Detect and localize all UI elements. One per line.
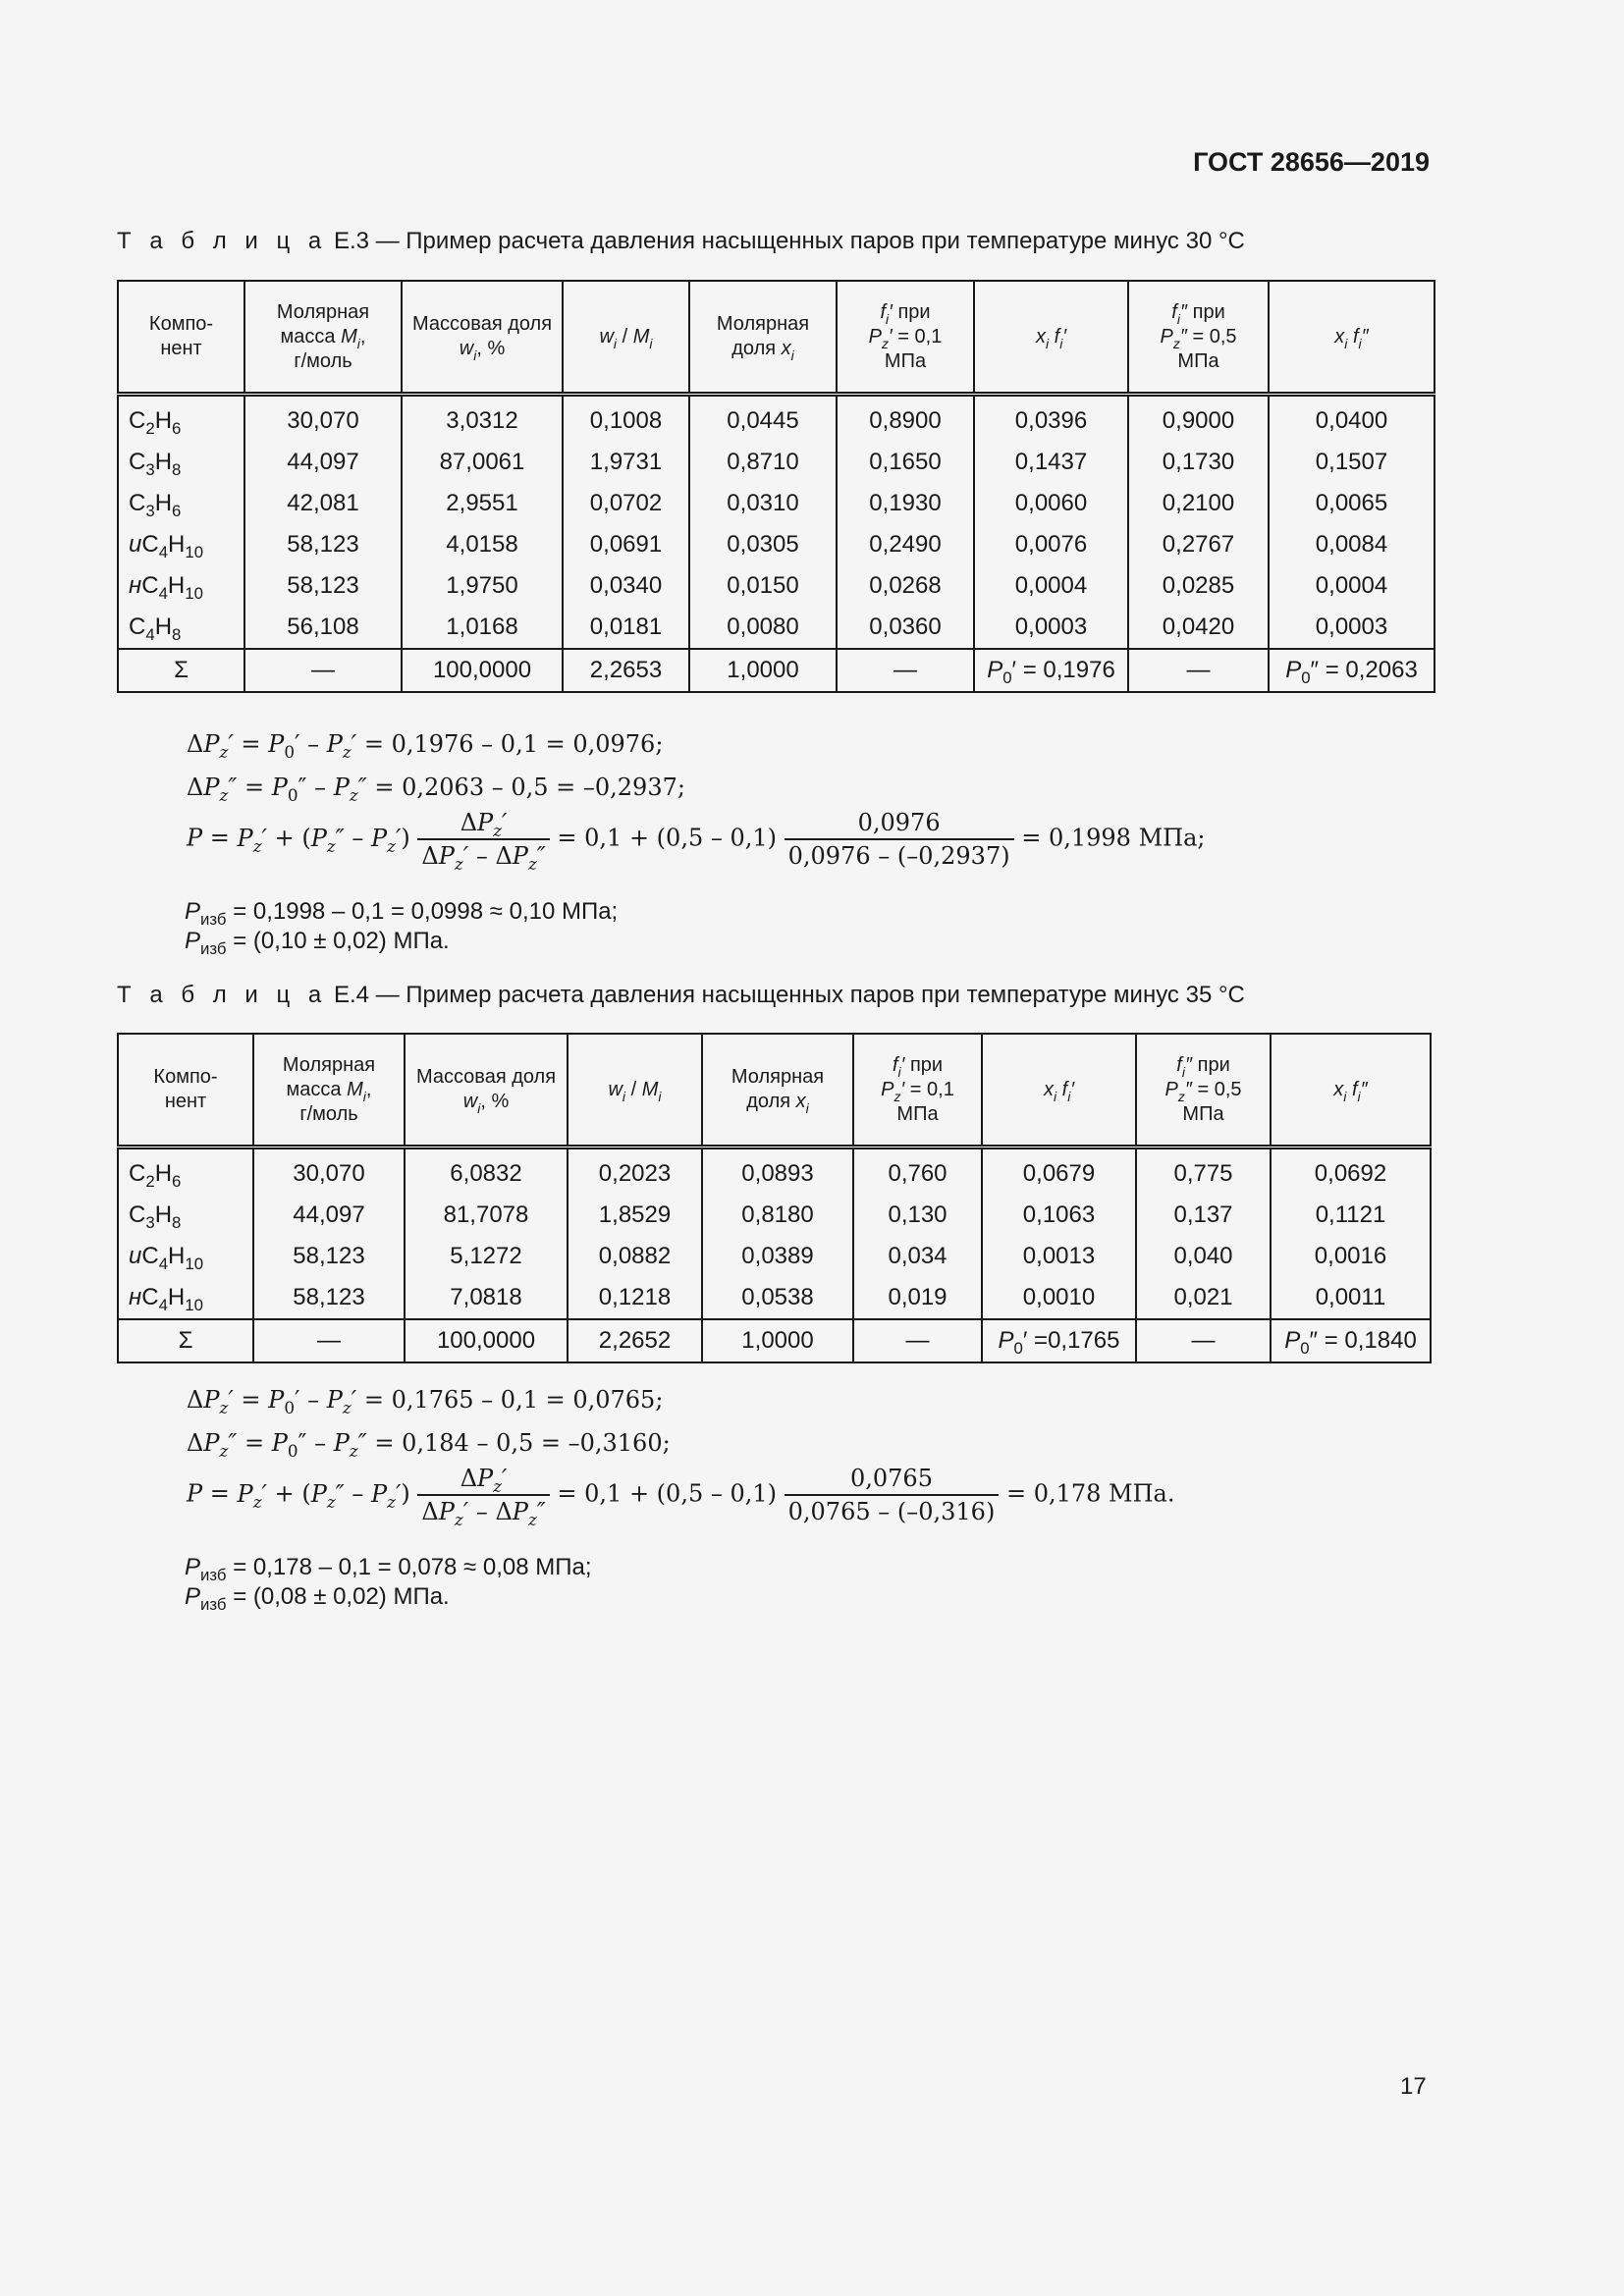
table-total-row xyxy=(118,1319,1431,1362)
table-cell: 0,0893 xyxy=(702,1148,853,1196)
p-izb-e3 xyxy=(185,897,618,956)
table-cell: 1,9750 xyxy=(402,565,563,607)
table-cell: 0,034 xyxy=(853,1236,982,1277)
table-cell: 0,2767 xyxy=(1128,524,1269,565)
table-cell: 0,1507 xyxy=(1269,442,1435,483)
table-cell: 0,021 xyxy=(1136,1277,1271,1319)
p-izb-line: $P_{изб} = (0,10 \pm 0,02)$ МПа. xyxy=(185,928,450,958)
table-cell: 0,1730 xyxy=(1128,442,1269,483)
table-cell: — xyxy=(853,1319,982,1362)
table-cell: 56,108 xyxy=(244,607,402,649)
table-cell: 0,0305 xyxy=(689,524,837,565)
table-cell: 1,0168 xyxy=(402,607,563,649)
table-cell: 0,0445 xyxy=(689,395,837,443)
table-cell: 100,0000 xyxy=(402,649,563,692)
col-mass-fraction: Массовая доля $w_i$, % xyxy=(402,281,563,395)
table-total-row xyxy=(118,649,1435,692)
component-cell: $C_3H_8$ xyxy=(118,442,244,483)
p-izb-e4 xyxy=(185,1553,592,1612)
table-cell: 58,123 xyxy=(244,524,402,565)
table-row xyxy=(118,442,1435,483)
p0-dprime-total: $P_0'' = 0,1840$ xyxy=(1271,1319,1431,1362)
table-cell: — xyxy=(837,649,974,692)
component-cell: $нC_4H_{10}$ xyxy=(118,1277,253,1319)
table-cell: 0,8710 xyxy=(689,442,837,483)
formula-pressure: $P = P_z' + (P_z'' - P_z')$ $\frac{\Delta P_z'}{\Delta P_z' - \Delta P_z''}$ = 0,1 + (0,5 – 0,1) $\frac{0,0765}{0,0765 - (-0,316)}$ = 0,178 МПа. xyxy=(187,1465,1175,1529)
table-cell: 1,0000 xyxy=(702,1319,853,1362)
col-molar-mass: Молярная масса $M_i$, г/моль xyxy=(253,1034,405,1148)
table-cell: 0,8900 xyxy=(837,395,974,443)
table-cell: 0,0011 xyxy=(1271,1277,1431,1319)
table-cell: 0,0360 xyxy=(837,607,974,649)
col-fi-p1: $f_i'$ при $P_z' = 0,1$ МПа xyxy=(853,1034,982,1148)
table-cell: 0,1930 xyxy=(837,483,974,524)
table-cell: 0,0692 xyxy=(1271,1148,1431,1196)
p0-dprime-total: $P_0'' = 0,2063$ xyxy=(1269,649,1435,692)
table-cell: 0,1650 xyxy=(837,442,974,483)
table-cell: 0,0268 xyxy=(837,565,974,607)
component-cell: $нC_4H_{10}$ xyxy=(118,565,244,607)
table-e3-caption: Т а б л и ц а Е.3 — Пример расчета давления насыщенных паров при температуре минус 30 °С xyxy=(117,228,1245,254)
col-w-over-m: $w_i / M_i$ xyxy=(563,281,689,395)
table-cell: 58,123 xyxy=(244,565,402,607)
formula-delta-pz-dprime: $\Delta P_z'' = P_0'' - P_z'' = 0,184 - 0,5 = -0,3160$; xyxy=(187,1429,671,1461)
table-cell: 0,137 xyxy=(1136,1195,1271,1236)
table-cell: 0,0882 xyxy=(568,1236,702,1277)
formula-pressure: $P = P_z' + (P_z'' - P_z')$ $\frac{\Delta P_z'}{\Delta P_z' - \Delta P_z''}$ = 0,1 + (0,5 – 0,1) $\frac{0,0976}{0,0976 - (-0,2937)}$ = 0,1998 МПа; xyxy=(187,809,1206,874)
table-cell: 2,2653 xyxy=(563,649,689,692)
table-row xyxy=(118,395,1435,443)
table-row xyxy=(118,1195,1431,1236)
table-cell: 2,9551 xyxy=(402,483,563,524)
col-molar-fraction: Молярная доля $x_i$ xyxy=(689,281,837,395)
component-cell: $C_2H_6$ xyxy=(118,1148,253,1196)
table-cell: 0,0004 xyxy=(974,565,1128,607)
table-cell: 0,0065 xyxy=(1269,483,1435,524)
table-cell: 44,097 xyxy=(253,1195,405,1236)
formulas-e3 xyxy=(187,722,1205,907)
table-cell: 0,0003 xyxy=(974,607,1128,649)
table-cell: 0,040 xyxy=(1136,1236,1271,1277)
table-row xyxy=(118,1277,1431,1319)
component-cell: $иC_4H_{10}$ xyxy=(118,1236,253,1277)
table-e3 xyxy=(117,280,1435,693)
table-cell: 0,0310 xyxy=(689,483,837,524)
table-cell: 0,0340 xyxy=(563,565,689,607)
table-cell: — xyxy=(1136,1319,1271,1362)
page-header: ГОСТ 28656—2019 xyxy=(1193,147,1430,177)
table-cell: 2,2652 xyxy=(568,1319,702,1362)
table-cell: 100,0000 xyxy=(405,1319,568,1362)
table-row xyxy=(118,524,1435,565)
table-cell: 0,0080 xyxy=(689,607,837,649)
component-cell: $C_3H_8$ xyxy=(118,1195,253,1236)
col-mass-fraction: Массовая доля $w_i$, % xyxy=(405,1034,568,1148)
p-izb-line: $P_{изб} = (0,08 \pm 0,02)$ МПа. xyxy=(185,1583,450,1614)
table-cell: 0,0691 xyxy=(563,524,689,565)
table-row xyxy=(118,565,1435,607)
table-cell: 7,0818 xyxy=(405,1277,568,1319)
formula-delta-pz-prime: $\Delta P_z' = P_0' - P_z' = 0,1976 - 0,1 = 0,0976$; xyxy=(187,730,664,762)
p-izb-line: $P_{изб} = 0,1998 - 0,1 = 0,0998 \approx 0,10$ МПа; xyxy=(185,898,619,929)
table-cell: 5,1272 xyxy=(405,1236,568,1277)
table-cell: 0,0076 xyxy=(974,524,1128,565)
col-xi-fi2: $x_i$ $f_i''$ xyxy=(1269,281,1435,395)
table-cell: 0,0181 xyxy=(563,607,689,649)
table-cell: 0,0679 xyxy=(982,1148,1136,1196)
table-cell: 0,2490 xyxy=(837,524,974,565)
p0-prime-total: $P_0' = 0,1976$ xyxy=(974,649,1128,692)
table-cell: 0,8180 xyxy=(702,1195,853,1236)
table-cell: 0,0016 xyxy=(1271,1236,1431,1277)
table-cell: 0,1008 xyxy=(563,395,689,443)
table-header-row xyxy=(118,281,1435,395)
table-cell: 1,9731 xyxy=(563,442,689,483)
formula-delta-pz-dprime: $\Delta P_z'' = P_0'' - P_z'' = 0,2063 - 0,5 = -0,2937$; xyxy=(187,774,685,805)
col-component: Компо- нент xyxy=(118,1034,253,1148)
table-row xyxy=(118,607,1435,649)
component-cell: $C_4H_8$ xyxy=(118,607,244,649)
table-cell: — xyxy=(253,1319,405,1362)
table-cell: 30,070 xyxy=(244,395,402,443)
table-cell: 0,0084 xyxy=(1269,524,1435,565)
table-cell: 0,1437 xyxy=(974,442,1128,483)
table-cell: 81,7078 xyxy=(405,1195,568,1236)
table-row xyxy=(118,1236,1431,1277)
table-cell: 6,0832 xyxy=(405,1148,568,1196)
table-cell: — xyxy=(1128,649,1269,692)
formula-delta-pz-prime: $\Delta P_z' = P_0' - P_z' = 0,1765 - 0,1 = 0,0765$; xyxy=(187,1386,664,1417)
table-cell: 0,0702 xyxy=(563,483,689,524)
table-cell: 0,0285 xyxy=(1128,565,1269,607)
table-cell: 0,0004 xyxy=(1269,565,1435,607)
table-row xyxy=(118,483,1435,524)
table-header-row xyxy=(118,1034,1431,1148)
col-molar-fraction: Молярная доля $x_i$ xyxy=(702,1034,853,1148)
table-cell: 0,0400 xyxy=(1269,395,1435,443)
page-number: 17 xyxy=(1400,2073,1427,2100)
table-cell: 0,0060 xyxy=(974,483,1128,524)
table-cell: 87,0061 xyxy=(402,442,563,483)
col-xi-fi2: $x_i$ $f_i''$ xyxy=(1271,1034,1431,1148)
table-cell: 0,760 xyxy=(853,1148,982,1196)
table-row xyxy=(118,1148,1431,1196)
table-cell: 0,775 xyxy=(1136,1148,1271,1196)
table-cell: 0,1121 xyxy=(1271,1195,1431,1236)
col-fi-p2: $f_i''$ при $P_z'' = 0,5$ МПа xyxy=(1128,281,1269,395)
p0-prime-total: $P_0' =0,1765$ xyxy=(982,1319,1136,1362)
table-cell: 0,9000 xyxy=(1128,395,1269,443)
table-cell: 0,0003 xyxy=(1269,607,1435,649)
sum-symbol: Σ xyxy=(118,649,244,692)
table-cell: 58,123 xyxy=(253,1236,405,1277)
table-cell: 0,0150 xyxy=(689,565,837,607)
col-molar-mass: Молярная масса $M_i$, г/моль xyxy=(244,281,402,395)
component-cell: $иC_4H_{10}$ xyxy=(118,524,244,565)
table-cell: 0,0389 xyxy=(702,1236,853,1277)
table-cell: 0,0396 xyxy=(974,395,1128,443)
table-cell: 0,0538 xyxy=(702,1277,853,1319)
col-fi-p2: $f_i''$ при $P_z'' = 0,5$ МПа xyxy=(1136,1034,1271,1148)
table-cell: 0,130 xyxy=(853,1195,982,1236)
col-w-over-m: $w_i / M_i$ xyxy=(568,1034,702,1148)
table-cell: — xyxy=(244,649,402,692)
col-fi-p1: $f_i'$ при $P_z' = 0,1$ МПа xyxy=(837,281,974,395)
table-cell: 0,1218 xyxy=(568,1277,702,1319)
sum-symbol: Σ xyxy=(118,1319,253,1362)
table-cell: 0,0420 xyxy=(1128,607,1269,649)
col-component: Компо- нент xyxy=(118,281,244,395)
table-cell: 0,019 xyxy=(853,1277,982,1319)
p-izb-line: $P_{изб} = 0,178 - 0,1 = 0,078 \approx 0,08$ МПа; xyxy=(185,1554,592,1584)
table-cell: 30,070 xyxy=(253,1148,405,1196)
component-cell: $C_2H_6$ xyxy=(118,395,244,443)
col-xi-fi1: $x_i$ $f_i'$ xyxy=(974,281,1128,395)
table-cell: 4,0158 xyxy=(402,524,563,565)
table-cell: 0,0010 xyxy=(982,1277,1136,1319)
table-e4-caption: Т а б л и ц а Е.4 — Пример расчета давления насыщенных паров при температуре минус 35 °С xyxy=(117,982,1245,1008)
col-xi-fi1: $x_i$ $f_i'$ xyxy=(982,1034,1136,1148)
table-cell: 0,2100 xyxy=(1128,483,1269,524)
table-cell: 44,097 xyxy=(244,442,402,483)
table-cell: 0,0013 xyxy=(982,1236,1136,1277)
table-e4 xyxy=(117,1033,1432,1363)
component-cell: $C_3H_6$ xyxy=(118,483,244,524)
table-cell: 1,0000 xyxy=(689,649,837,692)
table-cell: 1,8529 xyxy=(568,1195,702,1236)
table-cell: 3,0312 xyxy=(402,395,563,443)
formulas-e4 xyxy=(187,1378,1174,1563)
table-cell: 0,1063 xyxy=(982,1195,1136,1236)
table-cell: 42,081 xyxy=(244,483,402,524)
table-cell: 0,2023 xyxy=(568,1148,702,1196)
table-cell: 58,123 xyxy=(253,1277,405,1319)
